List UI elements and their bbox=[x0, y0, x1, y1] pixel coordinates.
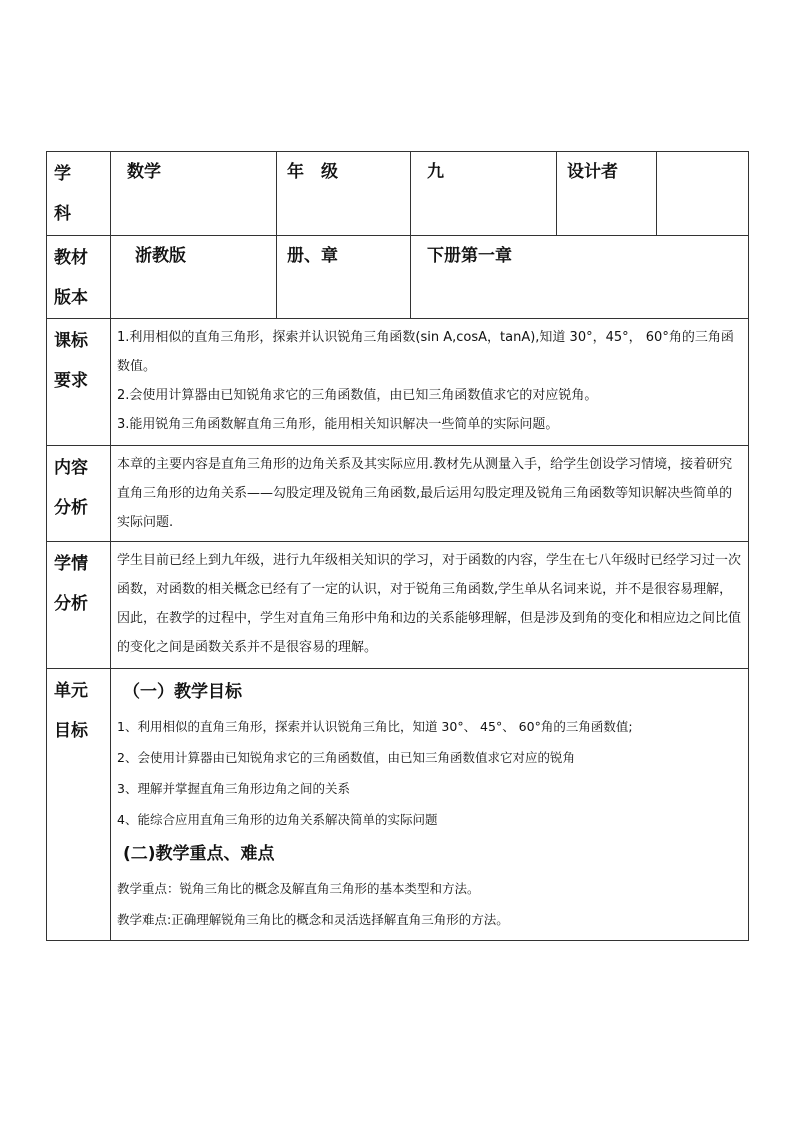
difficulty-text: 教学难点:正确理解锐角三角比的概念和灵活选择解直角三角形的方法。 bbox=[117, 912, 509, 927]
subject-label: 学 科 bbox=[47, 152, 111, 236]
standard-item: 2.会使用计算器由已知锐角求它的三角函数值，由已知三角函数值求它的对应锐角。 bbox=[117, 388, 598, 403]
row-unit-goals bbox=[47, 669, 749, 941]
row-content-analysis bbox=[47, 446, 749, 542]
teaching-goals-heading: （一）教学目标 bbox=[123, 682, 242, 702]
textbook-label: 教材 版本 bbox=[47, 236, 111, 319]
row-student-analysis bbox=[47, 542, 749, 669]
designer-label: 设计者 bbox=[557, 152, 657, 236]
standards-label: 课标 要求 bbox=[47, 319, 111, 446]
volume-value: 下册第一章 bbox=[411, 236, 749, 319]
key-points-heading: (二)教学重点、难点 bbox=[123, 844, 275, 864]
row-textbook bbox=[47, 236, 749, 319]
standards-content bbox=[111, 319, 749, 446]
goal-item: 1、利用相似的直角三角形，探索并认识锐角三角比，知道 30°、 45°、 60°角的三角函数值; bbox=[117, 719, 633, 734]
subject-value: 数学 bbox=[111, 152, 277, 236]
row-standards bbox=[47, 319, 749, 446]
content-analysis-label: 内容 分析 bbox=[47, 446, 111, 542]
unit-goals-label: 单元 目标 bbox=[47, 669, 111, 941]
designer-value bbox=[657, 152, 749, 236]
textbook-value: 浙教版 bbox=[111, 236, 277, 319]
goal-item: 2、会使用计算器由已知锐角求它的三角函数值，由已知三角函数值求它对应的锐角 bbox=[117, 750, 575, 765]
grade-value: 九 bbox=[411, 152, 557, 236]
student-analysis-text: 学生目前已经上到九年级，进行九年级相关知识的学习，对于函数的内容，学生在七八年级时已经学习过一次函数，对函数的相关概念已经有了一定的认识，对于锐角三角函数,学生单从名词来说，并不是很容易理解，因此，在教学的过程中，学生对直角三角形中角和边的关系能够理解，但是涉及到角的变化和相应边之间比值的变化之间是函数关系并不是很容易的理解。 bbox=[111, 542, 749, 669]
goal-item: 3、理解并掌握直角三角形边角之间的关系 bbox=[117, 781, 350, 796]
key-point-text: 教学重点：锐角三角比的概念及解直角三角形的基本类型和方法。 bbox=[117, 881, 480, 896]
grade-label: 年 级 bbox=[277, 152, 411, 236]
student-analysis-label: 学情 分析 bbox=[47, 542, 111, 669]
lesson-plan-table bbox=[46, 151, 749, 941]
row-subject bbox=[47, 152, 749, 236]
standard-item: 1.利用相似的直角三角形，探索并认识锐角三角函数(sin A,cosA，tanA),知道 30°，45°， 60°角的三角函数值。 bbox=[117, 330, 734, 374]
standard-item: 3.能用锐角三角函数解直角三角形，能用相关知识解决一些简单的实际问题。 bbox=[117, 417, 559, 432]
volume-label: 册、章 bbox=[277, 236, 411, 319]
goal-item: 4、能综合应用直角三角形的边角关系解决简单的实际问题 bbox=[117, 812, 438, 827]
content-analysis-text: 本章的主要内容是直角三角形的边角关系及其实际应用.教材先从测量入手，给学生创设学习情境，接着研究直角三角形的边角关系——勾股定理及锐角三角函数,最后运用勾股定理及锐角三角函数等知识解决些简单的实际问题. bbox=[111, 446, 749, 542]
unit-goals-content bbox=[111, 669, 749, 941]
